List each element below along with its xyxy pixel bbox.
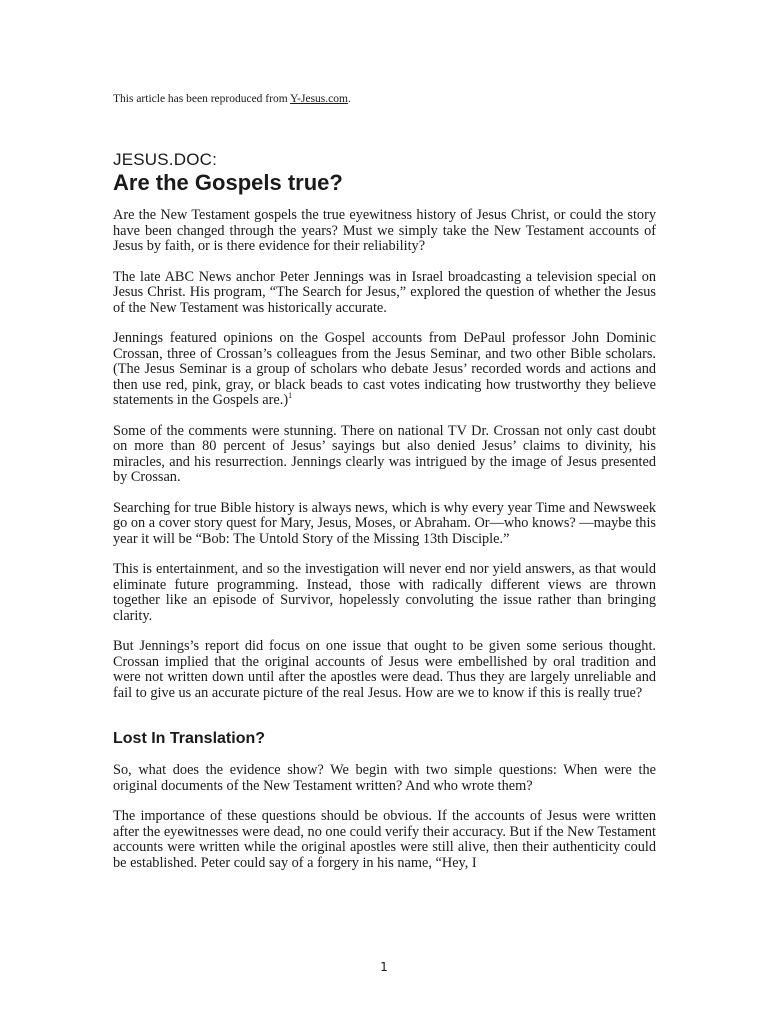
paragraph-with-footnote: [113, 331, 656, 409]
paragraph: Are the New Testament gospels the true eyewitness history of Jesus Christ, or could the story have been changed through the years? Must we simply take the New Testament accounts of Jesus by faith, or is there evidence for their reliability?: [113, 207, 656, 254]
paragraph: The late ABC News anchor Peter Jennings was in Israel broadcasting a television special on Jesus Christ. His program, “The Search for Jesus,” explored the question of whether the Jesus of the New Testament was historically accurate.: [113, 268, 656, 316]
page-title: Are the Gospels true?: [113, 170, 343, 195]
paragraph: But Jennings’s report did focus on one issue that ought to be given some serious thought. Crossan implied that the original accounts of Jesus were embellished by oral tradition and were not written down until after the apostles were dead. Thus they are largely unreliable and fail to give us an accurate picture of the real Jesus. How are we to know if this is really true?: [113, 638, 656, 701]
article-body: [113, 208, 656, 886]
section-heading: Lost In Translation?: [113, 730, 266, 747]
source-note-prefix: This article has been reproduced from: [113, 93, 291, 105]
paragraph: Searching for true Bible history is always news, which is why every year Time and Newsweek go on a cover story quest for Mary, Jesus, Moses, or Abraham. Or—who knows? —maybe this year it will be “Bob: The Untold Story of the Missing 13th Disciple.”: [113, 499, 656, 547]
paragraph: Some of the comments were stunning. There on national TV Dr. Crossan not only cast doubt on more than 80 percent of Jesus’ sayings but also denied Jesus’ claims to divinity, his miracles, and his resurrection. Jennings clearly was intrigued by the image of Jesus presented by Crossan.: [113, 422, 656, 485]
paragraph-text: Jennings featured opinions on the Gospel accounts from DePaul professor John Dominic Crossan, three of Crossan’s colleagues from the Jesus Seminar, and two other Bible scholars. (The Jesus Seminar is a group of scholars who debate Jesus’ recorded words and actions and then use red, pink, gray, or black beads to cast votes indicating how trustworthy they believe statements in the Gospels are.): [113, 330, 656, 408]
paragraph: This is entertainment, and so the investigation will never end nor yield answers, as that would eliminate future programming. Instead, those with radically different views are thrown together like an episode of Survivor, hopelessly convoluting the issue rather than bringing clarity.: [113, 561, 656, 624]
footnote-marker: 1: [288, 391, 293, 401]
paragraph: So, what does the evidence show? We begin with two simple questions: When were the original documents of the New Testament written? And who wrote them?: [113, 762, 656, 794]
source-note-suffix: .: [347, 93, 351, 105]
source-link[interactable]: Y-Jesus.com: [290, 93, 348, 105]
source-note: [113, 92, 351, 106]
series-label: JESUS.DOC:: [113, 150, 218, 169]
paragraph: The importance of these questions should be obvious. If the accounts of Jesus were written after the eyewitnesses were dead, no one could verify their accuracy. But if the New Testament accounts were written while the original apostles were still alive, then their authenticity could be established. Peter could say of a forgery in his name, “Hey, I: [113, 808, 656, 871]
page-number: 1: [380, 960, 388, 974]
